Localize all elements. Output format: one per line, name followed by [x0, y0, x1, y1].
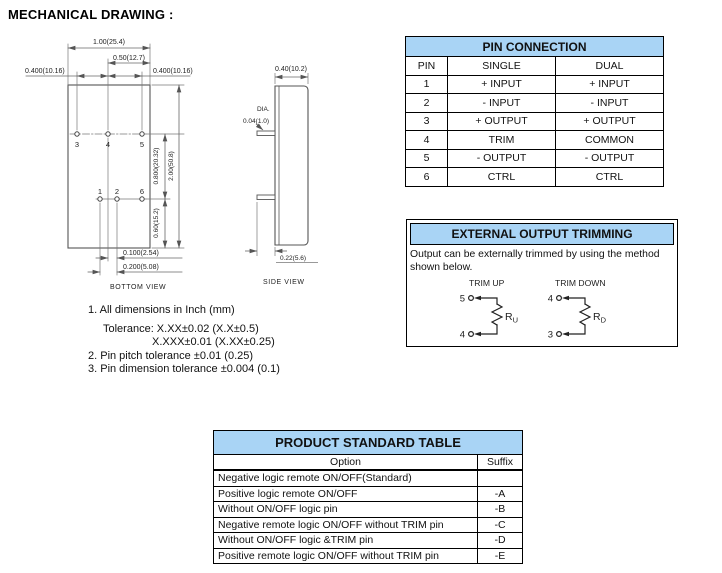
trim-up-circuit — [460, 278, 518, 341]
pin-3-dot — [75, 132, 79, 136]
dim-half-width: 0.50(12.7) — [113, 55, 145, 62]
resistor-ru-label: $R_U$ — [505, 311, 519, 325]
pin-number: 4 — [406, 131, 448, 150]
drawing-notes — [88, 304, 280, 376]
table-row — [406, 75, 664, 94]
table-row — [214, 502, 523, 518]
option-cell: Without ON/OFF logic pin — [214, 502, 478, 518]
dual-cell: + OUTPUT — [556, 112, 664, 131]
trim-up-bottom-pin: 4 — [459, 329, 465, 341]
trim-down-bottom-terminal — [557, 332, 562, 337]
note-line: Tolerance: X.XX±0.02 (X.X±0.5) — [103, 323, 259, 335]
col-header-suffix: Suffix — [478, 455, 523, 471]
dim-pitch-right: 0.400(10.16) — [153, 68, 193, 75]
table-row — [214, 548, 523, 564]
note-line: 3. Pin dimension tolerance ±0.004 (0.1) — [88, 363, 280, 375]
dual-cell: - INPUT — [556, 94, 664, 113]
table-row — [406, 168, 664, 187]
pin-label: 1 — [97, 187, 103, 196]
single-cell: TRIM — [448, 131, 556, 150]
bottom-view — [25, 39, 193, 291]
trim-down-circuit — [548, 278, 607, 341]
note-line: 1. All dimensions in Inch (mm) — [88, 304, 235, 316]
dim-pin-offset-large: 0.200(5.08) — [123, 264, 159, 271]
trim-down-top-pin: 4 — [547, 293, 553, 305]
dim-pitch-left: 0.400(10.16) — [25, 68, 65, 75]
trimming-title: EXTERNAL OUTPUT TRIMMING — [410, 223, 674, 245]
option-cell: Positive logic remote ON/OFF — [214, 486, 478, 502]
resistor-rd — [580, 304, 590, 325]
table-title-row — [214, 431, 523, 455]
table-row — [214, 486, 523, 502]
dual-cell: + INPUT — [556, 75, 664, 94]
suffix-cell: -C — [478, 517, 523, 533]
dim-bottom-offset: 0.60(15.2) — [153, 208, 160, 238]
external-output-trimming-box — [406, 219, 678, 347]
trim-up-label: TRIM UP — [469, 278, 505, 288]
side-pin-top — [257, 131, 275, 136]
pin-connection-title: PIN CONNECTION — [406, 37, 664, 57]
pin-number: 6 — [406, 168, 448, 187]
pin-4-dot — [106, 132, 110, 136]
resistor-rd-label: $R_D$ — [593, 311, 607, 325]
pin-label: 4 — [105, 140, 111, 149]
dim-width: 1.00(25.4) — [93, 39, 125, 46]
pin-label: 3 — [74, 140, 80, 149]
single-cell: + INPUT — [448, 75, 556, 94]
trim-up-bottom-terminal — [469, 332, 474, 337]
table-header-row — [214, 455, 523, 471]
table-row — [214, 470, 523, 486]
single-cell: + OUTPUT — [448, 112, 556, 131]
trim-up-top-pin: 5 — [459, 293, 465, 305]
table-row — [214, 533, 523, 549]
pin-number: 3 — [406, 112, 448, 131]
option-cell: Without ON/OFF logic &TRIM pin — [214, 533, 478, 549]
note-line: 2. Pin pitch tolerance ±0.01 (0.25) — [88, 350, 254, 362]
col-header-single: SINGLE — [448, 57, 556, 76]
pin-label: 5 — [139, 140, 145, 149]
note-line: X.XXX±0.01 (X.XX±0.25) — [152, 336, 275, 348]
dim-pin-dia: 0.04(1.0) — [243, 118, 270, 125]
pin-label: 6 — [139, 187, 145, 196]
option-cell: Negative logic remote ON/OFF(Standard) — [214, 470, 478, 486]
single-cell: - INPUT — [448, 94, 556, 113]
dim-body-height: 2.00(50.8) — [168, 151, 175, 181]
trim-down-top-terminal — [557, 296, 562, 301]
trim-down-bottom-pin: 3 — [547, 329, 553, 341]
pin-2-dot — [115, 197, 119, 201]
option-cell: Positive remote logic ON/OFF without TRIM pin — [214, 548, 478, 564]
pin-6-dot — [140, 197, 144, 201]
dim-standoff: 0.22(5.6) — [280, 255, 307, 262]
dim-depth: 0.40(10.2) — [275, 66, 307, 73]
table-header-row — [406, 57, 664, 76]
table-row — [406, 112, 664, 131]
table-row — [406, 131, 664, 150]
pin-number: 1 — [406, 75, 448, 94]
trim-down-label: TRIM DOWN — [555, 278, 606, 288]
col-header-pin: PIN — [406, 57, 448, 76]
pin-number: 2 — [406, 94, 448, 113]
suffix-cell — [478, 470, 523, 486]
dual-cell: COMMON — [556, 131, 664, 150]
col-header-option: Option — [214, 455, 478, 471]
col-header-dual: DUAL — [556, 57, 664, 76]
suffix-cell: -E — [478, 548, 523, 564]
page-title: MECHANICAL DRAWING : — [8, 7, 174, 22]
table-row — [406, 94, 664, 113]
trim-up-top-terminal — [469, 296, 474, 301]
pin-number: 5 — [406, 149, 448, 168]
side-view-label: SIDE VIEW — [263, 279, 305, 286]
mechanical-drawing — [0, 0, 340, 300]
dual-cell: CTRL — [556, 168, 664, 187]
dual-cell: - OUTPUT — [556, 149, 664, 168]
side-view — [243, 66, 318, 286]
trimming-circuits — [407, 276, 677, 344]
product-standard-title: PRODUCT STANDARD TABLE — [214, 431, 523, 455]
table-row — [214, 517, 523, 533]
table-title-row — [406, 37, 664, 57]
resistor-ru — [492, 304, 502, 325]
bottom-view-label: BOTTOM VIEW — [110, 284, 167, 291]
side-view-outline — [275, 86, 308, 245]
pin-label: 2 — [114, 187, 120, 196]
pin-connection-table — [405, 36, 664, 187]
bottom-view-outline — [68, 85, 150, 248]
single-cell: - OUTPUT — [448, 149, 556, 168]
product-standard-table — [213, 430, 523, 564]
dia-label: DIA. — [257, 106, 270, 113]
pin-5-dot — [140, 132, 144, 136]
dim-pin-offset-small: 0.100(2.54) — [123, 250, 159, 257]
option-cell: Negative remote logic ON/OFF without TRIM pin — [214, 517, 478, 533]
side-pin-bottom — [257, 195, 275, 200]
suffix-cell: -A — [478, 486, 523, 502]
suffix-cell: -B — [478, 502, 523, 518]
dim-row-spacing: 0.800(20.32) — [153, 147, 160, 185]
suffix-cell: -D — [478, 533, 523, 549]
table-row — [406, 149, 664, 168]
single-cell: CTRL — [448, 168, 556, 187]
pin-1-dot — [98, 197, 102, 201]
trimming-description: Output can be externally trimmed by using the method shown below. — [410, 249, 660, 273]
